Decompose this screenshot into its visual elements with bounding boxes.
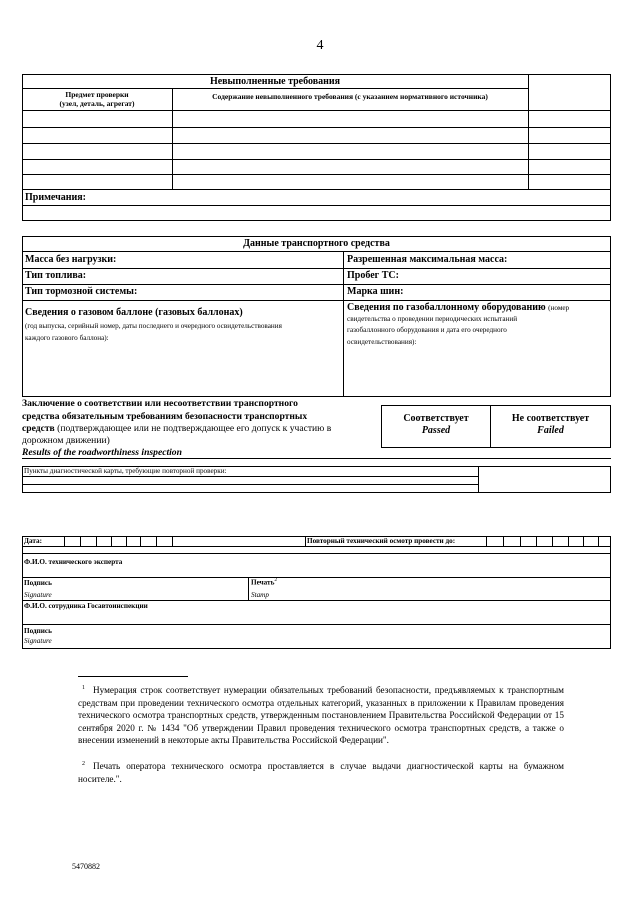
column-header-content: Содержание невыполненного требования (с указанием нормативного источника) (212, 92, 488, 101)
conclusion-line3-bold: средств (22, 423, 55, 434)
recheck-label: Пункты диагностической карты, требующие повторной проверки: (24, 467, 227, 475)
footnote-2 (78, 758, 564, 785)
conclusion-line1: Заключение о соответствии или несоответствии транспортного (22, 398, 298, 409)
footnote-1 (78, 682, 564, 747)
gas-cylinder-desc-line1: (год выпуска, серийный номер, даты последнего и очередного освидетельствования (25, 322, 282, 330)
gas-equipment-note: (номер (548, 304, 570, 312)
footnote-2-text: Печать оператора технического осмотра проставляется в случае выдачи диагностической карты на бумажном носителе.". (78, 761, 564, 784)
max-mass-label: Разрешенная максимальная масса: (347, 254, 508, 265)
failed-en: Failed (537, 425, 564, 436)
passed-en: Passed (421, 425, 451, 436)
mileage-label: Пробег ТС: (347, 270, 399, 281)
repeat-inspection-label: Повторный технический осмотр провести до: (307, 537, 456, 545)
date-label: Дата: (24, 537, 42, 545)
gas-cylinder-desc-line2: каждого газового баллона): (25, 334, 109, 342)
failed-ru: Не соответствует (511, 413, 590, 424)
conclusion-line3 (22, 423, 331, 434)
passed-option[interactable] (382, 413, 490, 436)
inspector-name-label: Ф.И.О. сотрудника Госавтоинспекции (24, 602, 148, 610)
stamp-ru: Печать (251, 578, 275, 587)
notes-label: Примечания: (25, 192, 87, 203)
signature-en-label: Signature (24, 591, 52, 599)
vehicle-data-title: Данные транспортного средства (243, 238, 390, 249)
footnote-2-mark: 2 (82, 761, 85, 767)
failed-option[interactable] (491, 413, 610, 436)
column-header-subject (22, 90, 172, 108)
document-code: 5470882 (72, 862, 100, 871)
gas-equipment-title-text: Сведения по газобаллонному оборудованию (347, 302, 546, 313)
unladen-mass-label: Масса без нагрузки: (25, 254, 117, 265)
brake-type-label: Тип тормозной системы: (25, 286, 138, 297)
column-header-subject-l1: Предмет проверки (65, 90, 129, 99)
conclusion-line2: средства обязательным требованиям безопасности транспортных (22, 411, 308, 422)
stamp-label (251, 577, 277, 586)
failed-requirements-title: Невыполненные требования (209, 76, 341, 87)
gas-equipment-title (347, 302, 569, 313)
footnote-1-mark: 1 (82, 685, 85, 691)
expert-name-label: Ф.И.О. технического эксперта (24, 558, 123, 566)
column-header-subject-l2: (узел, деталь, агрегат) (59, 99, 135, 108)
tire-brand-label: Марка шин: (347, 286, 404, 297)
conclusion-line4: дорожном движении) (22, 435, 110, 446)
signature-label: Подпись (24, 579, 52, 587)
results-english-label: Results of the roadworthiness inspection (22, 447, 182, 458)
stamp-footnote-ref: 2 (274, 577, 278, 583)
footnote-separator (78, 676, 188, 677)
gas-cylinder-title: Сведения о газовом баллоне (газовых баллонах) (25, 307, 243, 318)
signature2-label: Подпись (24, 627, 52, 635)
signature2-en-label: Signature (24, 637, 52, 645)
gas-equipment-desc-line1: свидетельства о проведении периодических испытаний (347, 315, 518, 323)
conclusion-line3-rest: (подтверждающее или не подтверждающее его допуск к участию в (54, 423, 332, 434)
gas-equipment-desc-line2: газобаллонного оборудования и дата его очередного (347, 326, 507, 334)
footnote-1-text: Нумерация строк соответствует нумерации обязательных требований безопасности, предъявляемых к транспортным средствам при проведении технического осмотра отдельных категорий, указанных в приложении к Правилам проведения технического осмотра транспортных средств, утвержденным постановлением Правительства Российской Федерации от 15 сентября 2020 г. № 1434 "Об утверждении Правил проведения технического осмотра транспортных средств, а также о внесении изменений в некоторые акты Правительства Российской Федерации". (78, 685, 564, 746)
page-number: 4 (316, 38, 324, 53)
fuel-type-label: Тип топлива: (25, 270, 87, 281)
stamp-en-label: Stamp (251, 591, 269, 599)
gas-equipment-desc-line3: освидетельствования): (347, 338, 417, 346)
passed-ru: Соответствует (403, 413, 469, 424)
